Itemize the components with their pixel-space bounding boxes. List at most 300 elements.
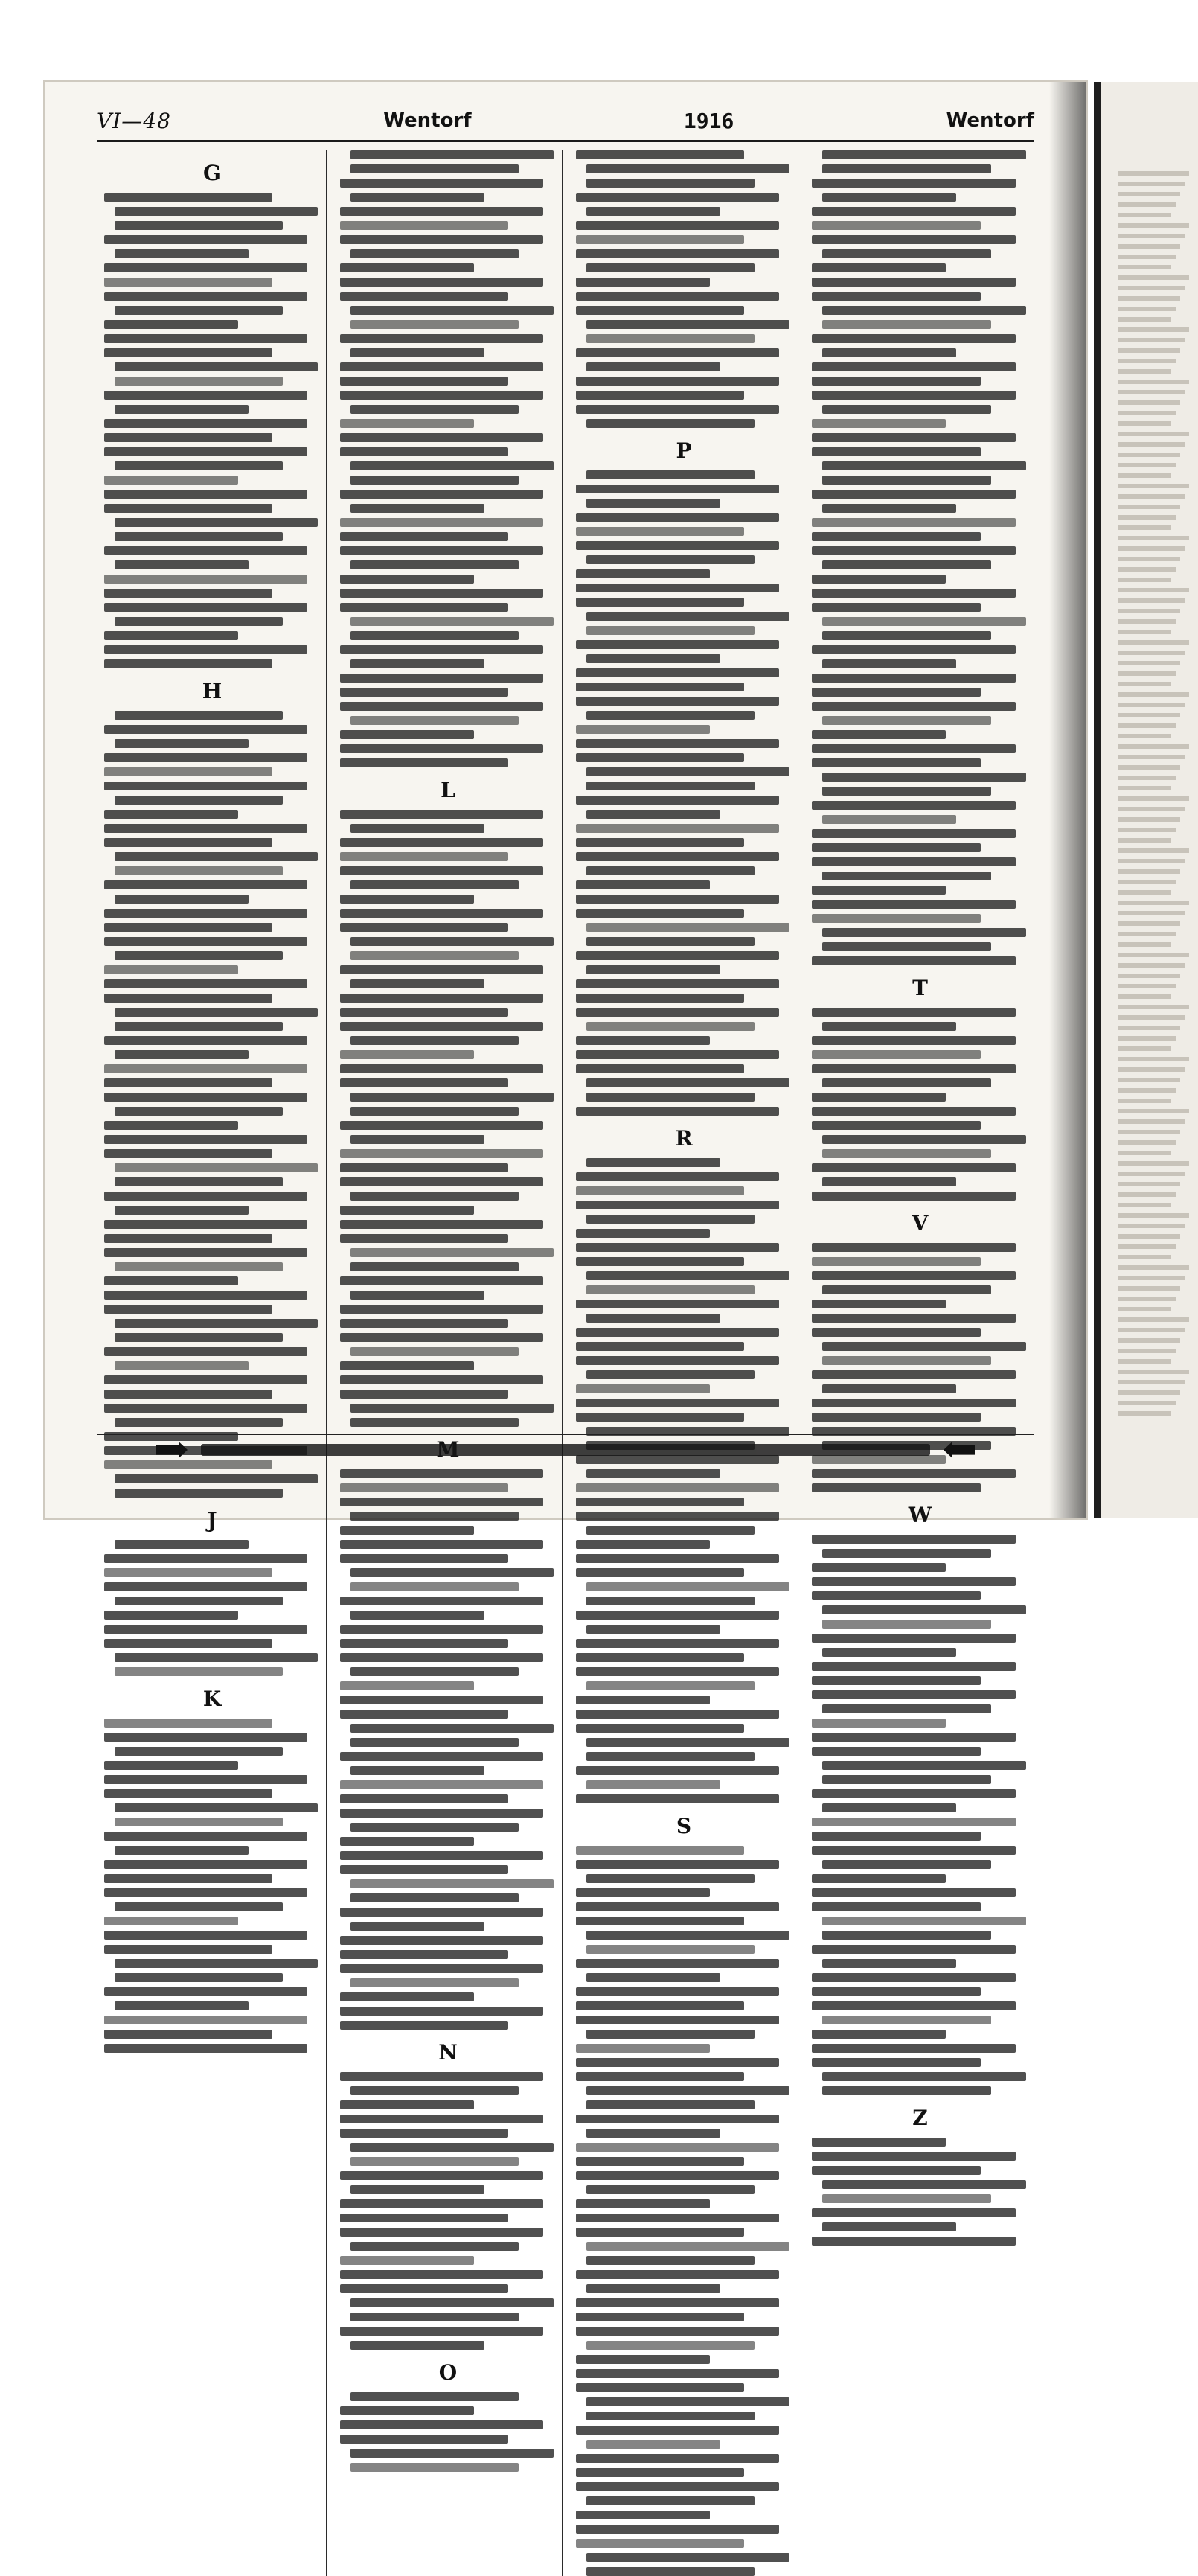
adjacent-page-line bbox=[1118, 890, 1171, 895]
entry-line bbox=[576, 739, 779, 748]
entry-line bbox=[104, 1775, 307, 1784]
entry-line bbox=[340, 838, 543, 847]
adjacent-page-line bbox=[1118, 182, 1185, 186]
entry-line bbox=[350, 405, 519, 414]
entry-line bbox=[576, 1902, 779, 1911]
entry-line bbox=[822, 1285, 991, 1294]
entry-line bbox=[586, 320, 789, 329]
entry-line bbox=[340, 589, 543, 598]
entry-line bbox=[340, 1220, 543, 1229]
entry-line bbox=[104, 631, 238, 640]
entry-line bbox=[115, 1667, 283, 1676]
column-2 bbox=[340, 150, 563, 2576]
entry-line bbox=[822, 461, 1026, 470]
entry-line bbox=[350, 2086, 519, 2095]
entry-line bbox=[812, 575, 946, 584]
entry-line bbox=[350, 1893, 519, 1902]
entry-line bbox=[586, 612, 789, 621]
entry-line bbox=[350, 1724, 554, 1733]
adjacent-page-line bbox=[1118, 1192, 1176, 1197]
entry-line bbox=[115, 1262, 283, 1271]
entry-line bbox=[104, 909, 307, 918]
footer-notice bbox=[201, 1444, 930, 1456]
place-right: Wentorf bbox=[946, 109, 1034, 132]
entry-line bbox=[104, 753, 307, 762]
entry-line bbox=[812, 490, 1016, 499]
entry-line bbox=[115, 1846, 249, 1855]
adjacent-page-line bbox=[1118, 202, 1176, 207]
entry-line bbox=[812, 2237, 1016, 2246]
entry-line bbox=[812, 207, 1016, 216]
entry-line bbox=[350, 716, 519, 725]
entry-line bbox=[576, 1611, 779, 1620]
entry-line bbox=[350, 461, 554, 470]
entry-line bbox=[340, 1498, 543, 1506]
entry-line bbox=[586, 2256, 755, 2265]
entry-line bbox=[586, 179, 755, 188]
entry-line bbox=[812, 1634, 1016, 1643]
entry-line bbox=[350, 1738, 519, 1747]
entry-line bbox=[340, 2406, 474, 2415]
entry-line bbox=[104, 2044, 307, 2053]
entry-line bbox=[340, 1752, 543, 1761]
entry-line bbox=[576, 2072, 744, 2081]
adjacent-page-line bbox=[1118, 567, 1176, 572]
entry-line bbox=[812, 263, 946, 272]
entry-line bbox=[822, 617, 1026, 626]
entry-line bbox=[104, 419, 307, 428]
entry-line bbox=[812, 1846, 1016, 1855]
entry-line bbox=[822, 2180, 1026, 2189]
entry-line bbox=[104, 767, 272, 776]
entry-line bbox=[340, 2435, 508, 2444]
entry-line bbox=[586, 1469, 720, 1478]
adjacent-page-line bbox=[1118, 723, 1176, 728]
entry-line bbox=[576, 249, 779, 258]
entry-line bbox=[350, 951, 519, 960]
entry-line bbox=[812, 1832, 981, 1841]
entry-line bbox=[822, 1078, 991, 1087]
entry-line bbox=[115, 405, 249, 414]
entry-line bbox=[104, 546, 307, 555]
section-letter-l: L bbox=[441, 778, 455, 802]
entry-line bbox=[812, 546, 1016, 555]
entry-line bbox=[350, 1667, 519, 1676]
entry-line bbox=[350, 1248, 554, 1257]
entry-line bbox=[576, 2511, 710, 2519]
adjacent-page-line bbox=[1118, 630, 1171, 634]
adjacent-page-line bbox=[1118, 286, 1185, 290]
entry-line bbox=[576, 2539, 744, 2548]
entry-line bbox=[586, 767, 789, 776]
entry-line bbox=[576, 2143, 779, 2152]
entry-line bbox=[104, 278, 272, 287]
entry-line bbox=[822, 1648, 956, 1657]
entry-lines-l bbox=[340, 810, 556, 1427]
entry-line bbox=[115, 461, 283, 470]
entry-line bbox=[104, 1036, 307, 1045]
adjacent-page-line bbox=[1118, 411, 1176, 415]
entry-line bbox=[340, 1681, 474, 1690]
adjacent-page-line bbox=[1118, 369, 1171, 374]
entry-line bbox=[812, 2058, 981, 2067]
scanned-page bbox=[45, 82, 1086, 2385]
entry-line bbox=[822, 631, 991, 640]
adjacent-page-line bbox=[1118, 296, 1180, 301]
entry-line bbox=[586, 207, 720, 216]
entry-line bbox=[822, 1177, 956, 1186]
entry-line bbox=[104, 476, 238, 485]
entry-line bbox=[104, 348, 272, 357]
binding-shadow bbox=[1049, 82, 1086, 1518]
adjacent-page-line bbox=[1118, 338, 1185, 342]
adjacent-page-line bbox=[1118, 473, 1171, 478]
entry-line bbox=[586, 2412, 755, 2420]
year: 1916 bbox=[683, 108, 734, 133]
adjacent-page-line bbox=[1118, 1265, 1189, 1270]
adjacent-page-line bbox=[1118, 974, 1180, 978]
adjacent-page-line bbox=[1118, 578, 1171, 582]
entry-line bbox=[340, 1809, 543, 1818]
entry-line bbox=[586, 1931, 789, 1940]
entry-line bbox=[115, 1489, 283, 1498]
entry-line bbox=[586, 2397, 789, 2406]
entry-line bbox=[822, 1620, 991, 1629]
adjacent-page-line bbox=[1118, 1203, 1171, 1207]
entry-line bbox=[586, 2341, 755, 2350]
entry-line bbox=[576, 541, 779, 550]
entry-line bbox=[350, 1418, 519, 1427]
entry-line bbox=[115, 617, 283, 626]
adjacent-page-edge bbox=[1094, 82, 1198, 1518]
entry-line bbox=[104, 292, 307, 301]
entry-line bbox=[576, 1987, 779, 1996]
entry-line bbox=[340, 575, 474, 584]
entry-line bbox=[340, 1361, 474, 1370]
entry-line bbox=[812, 1818, 1016, 1826]
entry-line bbox=[340, 1653, 543, 1662]
adjacent-page-line bbox=[1118, 244, 1180, 249]
entry-line bbox=[812, 1945, 1016, 1954]
entry-line bbox=[104, 1611, 238, 1620]
entry-line bbox=[115, 207, 318, 216]
directory-columns bbox=[104, 150, 1034, 2385]
entry-line bbox=[340, 263, 474, 272]
adjacent-page-line bbox=[1118, 619, 1176, 624]
adjacent-page-line bbox=[1118, 713, 1180, 717]
adjacent-page-line bbox=[1118, 796, 1189, 801]
entry-line bbox=[812, 221, 981, 230]
entry-line bbox=[812, 1399, 1016, 1407]
entry-line bbox=[812, 518, 1016, 527]
entry-line bbox=[350, 2392, 519, 2401]
entry-line bbox=[812, 532, 981, 541]
entry-line bbox=[576, 1860, 779, 1869]
entry-line bbox=[104, 589, 272, 598]
entry-line bbox=[822, 348, 956, 357]
entry-line bbox=[586, 334, 755, 343]
entry-line bbox=[822, 2016, 991, 2024]
entry-line bbox=[576, 2016, 779, 2024]
section-letter-r: R bbox=[675, 1126, 693, 1151]
entry-line bbox=[104, 575, 307, 584]
entry-line bbox=[104, 659, 272, 668]
entry-line bbox=[340, 1276, 543, 1285]
entry-line bbox=[812, 391, 1016, 400]
entry-lines-n bbox=[340, 2072, 556, 2350]
adjacent-page-line bbox=[1118, 1036, 1176, 1041]
entry-line bbox=[812, 1257, 981, 1266]
entry-line bbox=[576, 1498, 744, 1506]
entry-line bbox=[576, 1229, 710, 1238]
entry-line bbox=[586, 2030, 755, 2039]
entry-line bbox=[340, 1639, 508, 1648]
entry-line bbox=[576, 193, 779, 202]
adjacent-page-line bbox=[1118, 682, 1171, 686]
adjacent-page-line bbox=[1118, 734, 1171, 738]
entry-line bbox=[812, 334, 1016, 343]
adjacent-page-line bbox=[1118, 1401, 1176, 1405]
entry-line bbox=[340, 1992, 474, 2001]
entry-lines-h bbox=[104, 711, 320, 1498]
adjacent-page-line bbox=[1118, 1078, 1180, 1082]
entry-line bbox=[576, 2199, 710, 2208]
entry-line bbox=[104, 334, 307, 343]
adjacent-page-line bbox=[1118, 1359, 1171, 1364]
entry-line bbox=[340, 895, 474, 904]
entry-line bbox=[115, 711, 283, 720]
entry-line bbox=[350, 2143, 554, 2152]
entry-line bbox=[340, 2072, 543, 2081]
entry-line bbox=[350, 1879, 554, 1888]
column-4 bbox=[812, 150, 1034, 2576]
entry-line bbox=[576, 2058, 779, 2067]
entry-line bbox=[576, 2468, 744, 2477]
adjacent-page-line bbox=[1118, 275, 1189, 280]
entry-line bbox=[812, 433, 1016, 442]
section-letter-w: W bbox=[908, 1503, 932, 1527]
adjacent-page-line bbox=[1118, 994, 1171, 999]
entry-line bbox=[812, 702, 1016, 711]
entry-line bbox=[576, 2001, 744, 2010]
entry-line bbox=[340, 2199, 543, 2208]
adjacent-page-line bbox=[1118, 1119, 1185, 1124]
entry-line bbox=[104, 447, 307, 456]
entry-line bbox=[822, 504, 956, 513]
column-3 bbox=[576, 150, 798, 2576]
entry-line bbox=[104, 1078, 272, 1087]
entry-line bbox=[104, 1291, 307, 1300]
entry-line bbox=[586, 1874, 755, 1883]
entry-line bbox=[340, 391, 543, 400]
entry-line bbox=[104, 1789, 272, 1798]
entry-line bbox=[104, 824, 307, 833]
adjacent-page-line bbox=[1118, 1005, 1189, 1009]
entry-line bbox=[115, 1418, 283, 1427]
entry-line bbox=[350, 1404, 554, 1413]
entry-line bbox=[576, 1568, 744, 1577]
entry-line bbox=[576, 306, 744, 315]
entry-line bbox=[576, 2525, 779, 2534]
entry-line bbox=[115, 1597, 283, 1605]
entry-line bbox=[586, 2567, 755, 2576]
entry-line bbox=[340, 1078, 508, 1087]
adjacent-page-line bbox=[1118, 515, 1176, 520]
entry-line bbox=[104, 994, 272, 1003]
entry-line bbox=[812, 1987, 981, 1996]
entry-line bbox=[350, 1262, 519, 1271]
entry-line bbox=[104, 1931, 307, 1940]
entry-line bbox=[350, 164, 519, 173]
entry-line bbox=[822, 787, 991, 796]
adjacent-page-line bbox=[1118, 901, 1189, 905]
entry-line bbox=[104, 504, 272, 513]
entry-line bbox=[350, 504, 484, 513]
entry-line bbox=[822, 1931, 991, 1940]
entry-line bbox=[340, 965, 543, 974]
section-letter-j: J bbox=[207, 1508, 217, 1533]
entry-line bbox=[340, 447, 508, 456]
entry-line bbox=[340, 518, 543, 527]
entry-line bbox=[115, 852, 318, 861]
adjacent-page-line bbox=[1118, 963, 1185, 968]
entry-line bbox=[576, 1413, 744, 1422]
entry-line bbox=[340, 730, 474, 739]
entry-line bbox=[586, 1945, 755, 1954]
entry-line bbox=[104, 1404, 307, 1413]
entry-line bbox=[812, 447, 981, 456]
entry-line bbox=[812, 857, 1016, 866]
entry-line bbox=[812, 1662, 1016, 1671]
entry-line bbox=[340, 2171, 543, 2180]
entry-line bbox=[104, 1234, 272, 1243]
entry-line bbox=[576, 377, 779, 386]
entry-line bbox=[576, 391, 744, 400]
entry-line bbox=[812, 1733, 1016, 1742]
entry-line bbox=[822, 2086, 991, 2095]
entry-line bbox=[576, 753, 744, 762]
adjacent-page-line bbox=[1118, 807, 1185, 811]
entry-line bbox=[812, 843, 981, 852]
adjacent-page-line bbox=[1118, 838, 1171, 843]
entry-line bbox=[115, 1319, 318, 1328]
adjacent-page-line bbox=[1118, 1172, 1185, 1176]
entry-line bbox=[115, 1803, 318, 1812]
entry-lines-k-cont bbox=[340, 150, 556, 767]
entry-line bbox=[115, 532, 283, 541]
adjacent-page-line bbox=[1118, 359, 1176, 363]
adjacent-page-line bbox=[1118, 1370, 1189, 1374]
footer-banner bbox=[134, 1435, 997, 1465]
entry-line bbox=[576, 2228, 744, 2237]
entry-line bbox=[812, 1192, 1016, 1201]
entry-line bbox=[115, 1022, 283, 1031]
entry-line bbox=[340, 1206, 474, 1215]
adjacent-page-line bbox=[1118, 911, 1185, 915]
entry-line bbox=[340, 1851, 543, 1860]
adjacent-page-line bbox=[1118, 598, 1185, 603]
entry-line bbox=[115, 1540, 249, 1549]
entry-line bbox=[576, 292, 779, 301]
entry-line bbox=[115, 796, 283, 805]
adjacent-page-line bbox=[1118, 317, 1171, 322]
entry-line bbox=[340, 433, 543, 442]
entry-line bbox=[340, 645, 543, 654]
entry-line bbox=[822, 928, 1026, 937]
entry-line bbox=[340, 1064, 543, 1073]
entry-line bbox=[340, 1950, 508, 1959]
section-letter-p: P bbox=[676, 438, 692, 463]
entry-line bbox=[104, 2016, 307, 2024]
entry-line bbox=[104, 1761, 238, 1770]
entry-line bbox=[104, 433, 272, 442]
entry-line bbox=[340, 1319, 508, 1328]
entry-line bbox=[104, 1248, 307, 1257]
adjacent-page-line bbox=[1118, 1213, 1189, 1218]
entry-line bbox=[104, 1888, 307, 1897]
entry-line bbox=[340, 1710, 508, 1719]
entry-line bbox=[822, 1149, 991, 1158]
entry-line bbox=[350, 1093, 554, 1102]
entry-lines-s-cont bbox=[812, 150, 1028, 965]
entry-line bbox=[340, 490, 543, 499]
entry-line bbox=[104, 1733, 307, 1742]
entry-line bbox=[340, 2256, 474, 2265]
adjacent-page-line bbox=[1118, 1390, 1180, 1395]
entry-line bbox=[576, 1554, 779, 1563]
adjacent-page-line bbox=[1118, 348, 1180, 353]
entry-line bbox=[576, 1483, 779, 1492]
section-letter-o: O bbox=[438, 2360, 458, 2385]
adjacent-page-line bbox=[1118, 755, 1185, 759]
entry-line bbox=[576, 1172, 779, 1181]
entry-line bbox=[822, 716, 991, 725]
entry-line bbox=[586, 923, 789, 932]
entry-line bbox=[822, 2222, 956, 2231]
entry-line bbox=[576, 1888, 710, 1897]
entry-line bbox=[350, 2157, 519, 2166]
adjacent-page-line bbox=[1118, 380, 1189, 384]
entry-line bbox=[104, 1390, 272, 1399]
entry-line bbox=[104, 1860, 307, 1869]
entry-line bbox=[576, 1186, 744, 1195]
entry-line bbox=[115, 1653, 318, 1662]
entry-lines-p bbox=[576, 470, 792, 1116]
entry-line bbox=[340, 1865, 508, 1874]
entry-line bbox=[340, 744, 543, 753]
entry-line bbox=[350, 249, 519, 258]
section-letter-z: Z bbox=[912, 2106, 928, 2130]
adjacent-page-line bbox=[1118, 921, 1180, 926]
entry-line bbox=[822, 1342, 1026, 1351]
entry-line bbox=[340, 1554, 508, 1563]
entry-line bbox=[576, 2157, 744, 2166]
entry-line bbox=[586, 263, 755, 272]
entry-line bbox=[822, 1022, 956, 1031]
entry-line bbox=[350, 306, 554, 315]
entry-line bbox=[115, 1206, 249, 1215]
entry-line bbox=[104, 1375, 307, 1384]
entry-line bbox=[576, 2313, 744, 2321]
entry-line bbox=[115, 739, 249, 748]
entry-line bbox=[115, 1474, 318, 1483]
entry-line bbox=[115, 866, 283, 875]
entry-line bbox=[576, 2327, 779, 2336]
entry-line bbox=[812, 956, 1016, 965]
entry-line bbox=[115, 1902, 283, 1911]
entry-line bbox=[586, 2086, 789, 2095]
entry-line bbox=[340, 532, 508, 541]
